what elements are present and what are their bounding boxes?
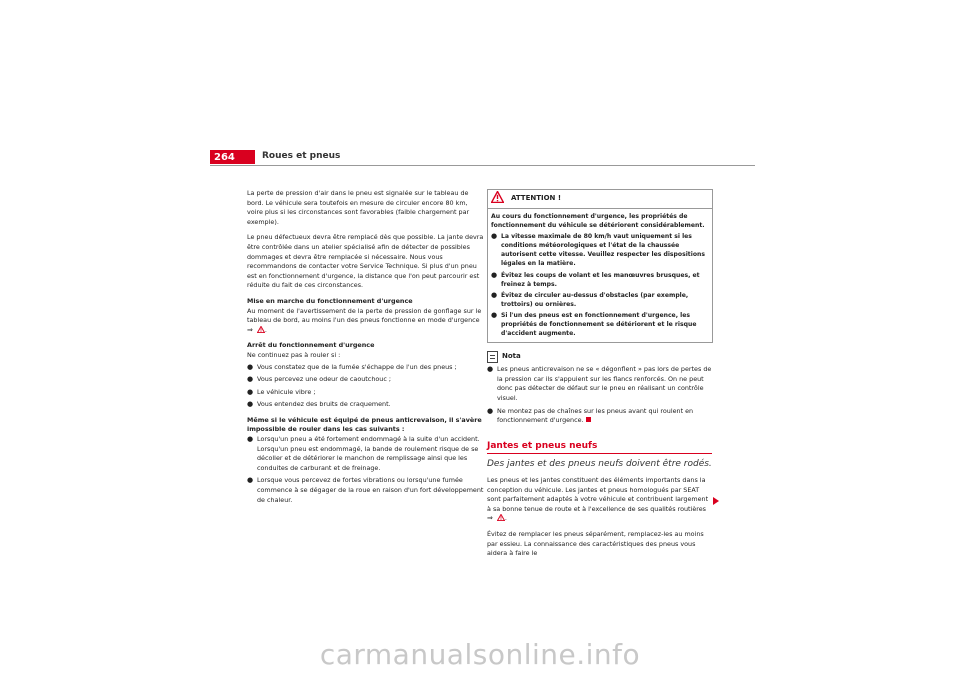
header-rule xyxy=(210,165,755,166)
paragraph: Le pneu défectueux devra être remplacé dès que possible. La jante devra être contrôlée dans un atelier spécialisé afin de détecter de possibles dommages et devra être remplacée si nécessaire. Nous vous recommandons de contacter votre Service Technique. Si plus d'un pneu est en fonctionnement d'urgence, la distance que l'on peut parcourir est réduite du fait de ces circonstances. xyxy=(247,233,484,290)
bullet-icon: ● xyxy=(247,387,254,396)
list-item: ● Vous percevez une odeur de caoutchouc ; xyxy=(247,375,392,384)
warning-triangle-icon xyxy=(488,191,511,207)
paragraph: Au moment de l'avertissement de la perte de pression de gonflage sur le tableau de bord, au moins l'un des pneus fonctionne en mode d'urgence ⇒ . xyxy=(247,306,482,334)
arret-list xyxy=(247,363,485,410)
bullet-icon: ● xyxy=(491,270,498,279)
note-icon xyxy=(487,351,498,363)
attention-box xyxy=(487,189,713,343)
paragraph: Les pneus et les jantes constituent des éléments importants dans la conception du véhicule. Les jantes et pneus homologués par SEAT sont parfaitement adaptés à votre véhicule et contribuent largement à sa bonne tenue de route et à l'excellence de ses qualités routières ⇒ . xyxy=(487,475,709,523)
list-item: ● Ne montez pas de chaînes sur les pneus avant qui roulent en fonctionnement d'urgence. xyxy=(487,406,694,425)
bullet-icon: ● xyxy=(247,400,254,409)
subheading-meme: Même si le véhicule est équipé de pneus anticrevaison, il s'avère impossible de rouler dans les cas suivants : xyxy=(247,415,482,434)
warning-triangle-icon xyxy=(257,326,265,333)
nota-header xyxy=(487,351,712,363)
nota-label: Nota xyxy=(502,352,521,361)
warning-triangle-icon xyxy=(497,514,505,521)
list-item: ● Si l'un des pneus est en fonctionnement d'urgence, les propriétés de fonctionnement se détériorent et le risque d'accident augmente. xyxy=(491,310,697,338)
attention-header xyxy=(488,190,712,209)
subheading-mise: Mise en marche du fonctionnement d'urgence xyxy=(247,296,413,305)
bullet-icon: ● xyxy=(491,232,498,241)
list-item: ● Vous constatez que de la fumée s'échappe de l'un des pneus ; xyxy=(247,362,457,371)
bullet-icon: ● xyxy=(247,362,254,371)
list-item: ● Lorsque vous percevez de fortes vibrations ou lorsqu'une fumée commence à se dégager de la roue en raison d'un fort développement de chaleur. xyxy=(247,476,484,504)
right-column xyxy=(487,189,712,565)
list-item: ● La vitesse maximale de 80 km/h vaut uniquement si les conditions météorologiques et l'état de la chaussée autorisent cette vitesse. Veuillez respecter les dispositions légales en la matière. xyxy=(491,232,705,268)
attention-body xyxy=(488,209,712,342)
running-title: Roues et pneus xyxy=(262,151,341,161)
subheading-arret: Arrêt du fonctionnement d'urgence xyxy=(247,341,375,350)
continue-arrow-icon xyxy=(713,497,719,505)
bullet-icon: ● xyxy=(487,406,494,415)
section-title: Jantes et pneus neufs xyxy=(487,442,712,455)
list-item: ● Évitez de circuler au-dessus d'obstacles (par exemple, trottoirs) ou ornières. xyxy=(491,290,689,308)
bullet-icon: ● xyxy=(487,365,494,374)
list-item: ● Le véhicule vibre ; xyxy=(247,387,316,396)
bullet-icon: ● xyxy=(491,290,498,299)
bullet-icon: ● xyxy=(491,310,498,319)
end-marker-icon xyxy=(586,417,591,422)
list-item: ● Les pneus anticrevaison ne se « dégonflent » pas lors de pertes de la pression car ils s'appuient sur les flancs renforcés. On ne peut donc pas détecter de défaut sur le pneu en réalisant un contrôle visuel. xyxy=(487,365,712,402)
section-subtitle: Des jantes et des pneus neufs doivent être rodés. xyxy=(487,459,712,470)
paragraph: Ne continuez pas à rouler si : xyxy=(247,350,341,359)
list-item: ● Évitez les coups de volant et les manœuvres brusques, et freinez à temps. xyxy=(491,270,700,288)
nota-block xyxy=(487,351,712,426)
paragraph: La perte de pression d'air dans le pneu est signalée sur le tableau de bord. Le véhicule sera toutefois en mesure de circuler encore 80 km, voire plus si les circonstances sont favorables (faible chargement par exemple). xyxy=(247,189,470,226)
left-column xyxy=(247,189,485,508)
attention-intro: Au cours du fonctionnement d'urgence, les propriétés de fonctionnement du véhicule se détériorent considérablement. xyxy=(491,213,705,230)
list-item: ● Vous entendez des bruits de craquement. xyxy=(247,400,391,409)
attention-label: ATTENTION ! xyxy=(511,194,562,203)
arrow-ref: ⇒ xyxy=(247,325,253,334)
bullet-icon: ● xyxy=(247,476,254,485)
bullet-icon: ● xyxy=(247,435,254,444)
meme-list xyxy=(247,435,485,505)
page-number: 264 xyxy=(210,150,255,164)
watermark: carmanualsonline.info xyxy=(319,638,641,671)
bullet-icon: ● xyxy=(247,375,254,384)
paragraph: Évitez de remplacer les pneus séparément, remplacez-les au moins par essieu. La connaissance des caractéristiques des pneus vous aidera à faire le xyxy=(487,529,704,558)
list-item: ● Lorsqu'un pneu a été fortement endommagé à la suite d'un accident. Lorsqu'un pneu est endommagé, la bande de roulement risque de se décoller et de détériorer le manchon de remplissage ainsi que les conduites de carburant et de freinage. xyxy=(247,435,480,472)
arrow-ref: ⇒ xyxy=(487,514,493,523)
